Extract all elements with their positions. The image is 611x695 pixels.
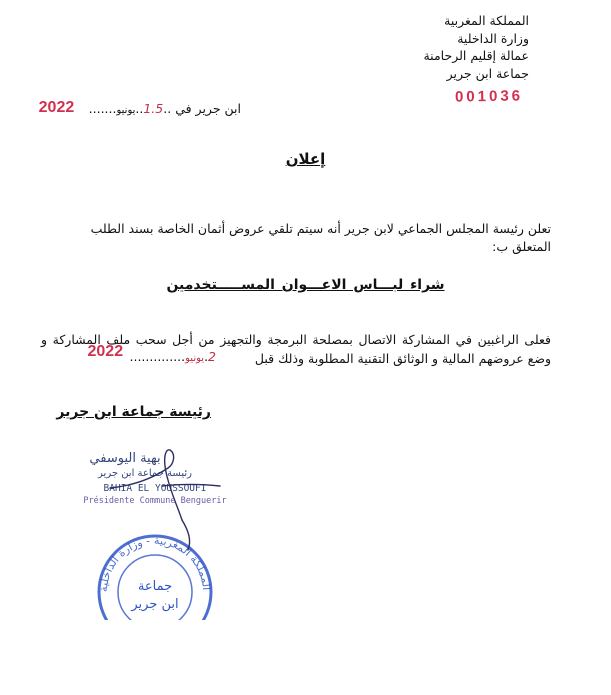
stamp-arabic-role: رئيسة جماعة ابن جرير	[98, 468, 192, 479]
deadline-day: 2	[208, 349, 216, 364]
seal-center-line1: جماعة	[137, 579, 173, 594]
deadline-month: يونيو	[185, 353, 205, 364]
reference-number-stamp: 001036	[454, 87, 524, 106]
date-year-stamp: 2022	[38, 99, 75, 116]
date-prefix: ابن جرير في	[175, 101, 241, 116]
signature-and-seal	[70, 440, 240, 620]
intro-paragraph: تعلن رئيسة المجلس الجماعي لابن جرير أنه سيتم تلقي عروض أثمان الخاصة بسند الطلب المتعلق ب:	[90, 221, 551, 254]
seal-ring-text: المملكة المغربية - وزارة الداخلية	[96, 533, 213, 593]
stamp-arabic-name: بهية اليوسفي	[89, 451, 161, 466]
deadline-year-stamp: 2022	[87, 343, 124, 360]
signature-stamp	[83, 451, 226, 506]
header-commune: جماعة ابن جرير	[446, 65, 529, 81]
announcement-title: إعلان	[285, 150, 326, 168]
signatory-title: رئيسة جماعة ابن جرير	[56, 404, 211, 420]
instructions-paragraph: فعلى الراغبين في المشاركة الاتصال بمصلحة البرمجة والتجهيز من أجل سحب ملف المشاركة و وضع عروضهم المالية و الوثائق التقنية المطلوبة وذلك قبل	[41, 332, 551, 366]
stamp-latin-role: Présidente Commune Benguerir	[83, 496, 227, 506]
date-handwritten-day: 1.5	[143, 101, 164, 116]
header-kingdom: المملكة المغربية	[444, 13, 529, 28]
date-month: يونيو	[116, 105, 136, 116]
subject-heading: شراء لبـــاس الاعـــوان المســـــتخدمين	[166, 277, 445, 293]
seal-center-line2: ابن جرير	[131, 597, 179, 612]
header-block	[329, 12, 529, 82]
deadline-date: 2.يونيو.............. 2022	[87, 343, 216, 364]
date-line: ابن جرير في ..1.5..يونيو....... 2022	[38, 99, 241, 116]
official-seal	[97, 534, 213, 620]
header-ministry: وزارة الداخلية	[457, 30, 529, 46]
header-province: عمالة إقليم الرحامنة	[423, 48, 529, 63]
stamp-latin-name: BAHIA EL YOUSSOUFI	[103, 483, 207, 494]
